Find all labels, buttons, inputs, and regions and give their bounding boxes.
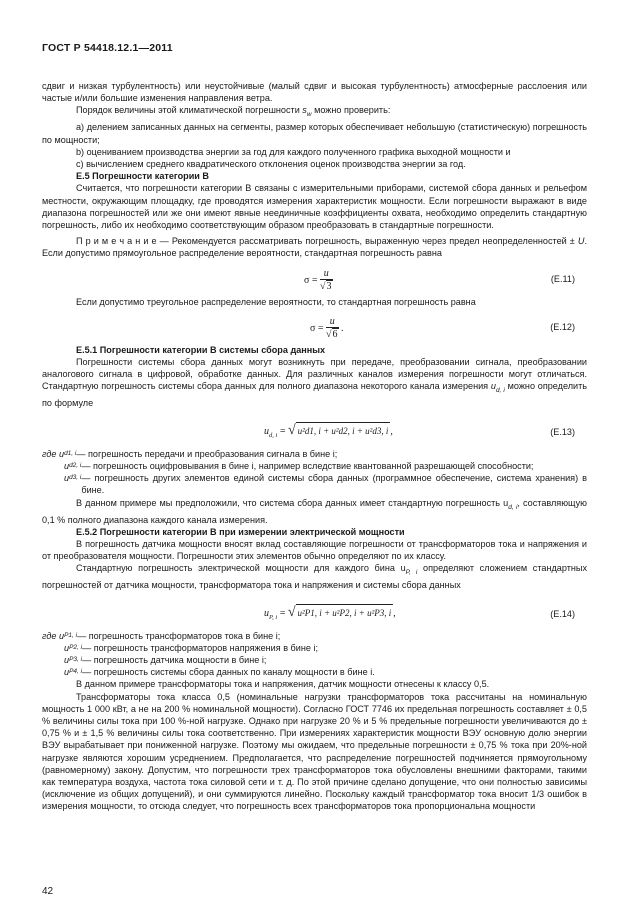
- formula-number-e13: (Е.13): [550, 426, 575, 437]
- definition-row: u P4, i — погрешность системы сбора данных по каналу мощности в бине i.: [64, 667, 375, 678]
- sqrt-symbol-icon: √: [326, 328, 332, 340]
- list-item-c: c) вычислением среднего квадратического отклонения оценок производства энергии за год.: [76, 159, 466, 170]
- paragraph-climate-order: Порядок величины этой климатической погрешности $s_w$ можно проверить:: [76, 105, 391, 119]
- formula-e14: $u_{P, i}$ = √ u²P1, i + u²P2, i + u²P3, i , (Е.14): [264, 604, 575, 621]
- formula-e12: σ = $\frac{u}{√6}$ . (Е.12): [310, 315, 575, 340]
- formula-number-e14: (Е.14): [550, 608, 575, 619]
- definition-row: u P2, i — погрешность трансформаторов напряжения в бине i;: [64, 642, 318, 653]
- formula-number-e11: (Е.11): [550, 273, 575, 284]
- list-item-a: a) делением записанных данных на сегменты, размер которых обеспечивает небольшую (статистическую) погрешность по мощности;: [42, 122, 587, 145]
- formula-e11: σ = $\frac{u}{√3}$ (Е.11): [304, 267, 575, 292]
- list-item-b: b) оцениванием производства энергии за год для каждого полученного графика выходной мощности и: [76, 146, 511, 157]
- definition-row: u P3, i — погрешность датчика мощности в бине i;: [64, 654, 267, 665]
- definition-row: u d3, i — погрешность других элементов единой системы сбора данных (программное обеспечение, система хранения) в бине.: [64, 473, 587, 496]
- paragraph-e5: Считается, что погрешности категории В связаны с измерительными приборами, системой сбора данных и рельефом местности, окружающим площадку, где проводятся измерения характеристик мощности. Если погрешности выражают в виде диапазона погрешностей или же они имеют явные неединичные коэффициенты охвата, необходимо определить стандартную погрешность, либо их необходимо соответствующим образом преобразовать в стандартные погрешности.: [42, 183, 587, 231]
- section-heading-e52: Е.5.2 Погрешности категории В при измерении электрической мощности: [76, 526, 405, 537]
- paragraph-current-transformers: Трансформаторы тока класса 0,5 (номинальные нагрузки трансформаторов тока рассчитаны на номинальную мощность 1 000 кВт, а не на 200 % номинальной мощности). Согласно ГОСТ 7746 их предельная погрешность составляет ± 0,5 % величины силы тока при 100 %-ной нагрузке. Однако при нагрузке 20 % и 5 % предельные погрешности увеличиваются до ± 0,75 % и ± 1,5 % величины силы тока соответственно. При измерениях характеристик мощности ВЭУ основную долю энергии ВЭУ вырабатывает при пониженной нагрузке. Поэтому мы ожидаем, что предельные погрешности ± 0,75 % тока при 20%-ной нагрузке являются хорошим усреднением. Предполагается, что распределение погрешностей подчиняется прямоугольному (равномерному) закону. Допустим, что погрешности трех трансформаторов тока обусловлены внешними факторами, такими как температура воздуха, частота тока силовой сети и т. д. По этой причине сделано допущение, что они полностью зависимы (исключение из общих допущений), и они суммируются линейно. Поскольку каждый трансформатор тока вносит 1/3 ошибок в измерения мощности, то отсюда следует, что погрешность всех трансформаторов тока пропорциональна мощности: [42, 691, 587, 812]
- section-heading-e51: Е.5.1 Погрешности категории В системы сбора данных: [76, 344, 326, 355]
- sqrt-symbol-icon: √: [320, 280, 326, 292]
- page-body: [42, 80, 587, 813]
- note: П р и м е ч а н и е — Рекомендуется рассматривать погрешность, выраженную через предел неопределенностей ± U. Если допустимо прямоугольное распределение вероятности, стандартная погрешность равна: [42, 236, 587, 259]
- definition-row: где u P1, i — погрешность трансформаторов тока в бине i;: [42, 630, 281, 641]
- formula-e13: $u_{d, i}$ = √ u²d1, i + u²d2, i + u²d3, i , (Е.13): [264, 422, 575, 439]
- paragraph-e52: В погрешность датчика мощности вносят вклад составляющие погрешности от трансформаторов тока и напряжения и от преобразователя мощности. Погрешности этих элементов обычно определяют по их классу.: [42, 538, 587, 562]
- paragraph-example-2: В данном примере трансформаторы тока и напряжения, датчик мощности отнесены к классу 0,5.: [76, 679, 490, 690]
- paragraph-continuation: сдвиг и низкая турбулентность) или неустойчивые (малый сдвиг и высокая турбулентность) атмосферные расслоения или частые и/или большие изменения направления ветра.: [42, 81, 587, 104]
- section-heading-e5: Е.5 Погрешности категории В: [76, 171, 209, 182]
- page-header-title: ГОСТ Р 54418.12.1—2011: [42, 42, 173, 54]
- page-number: 42: [42, 886, 54, 897]
- paragraph-example-1: В данном примере мы предположили, что система сбора данных имеет стандартную погрешность $u_{d, i}$, составляющую 0,1 % полного диапазона каждого канала измерения.: [42, 497, 587, 525]
- paragraph-triangular: Если допустимо треугольное распределение вероятности, то стандартная погрешность равна: [76, 296, 476, 307]
- definitions-e14: [42, 630, 587, 679]
- paragraph-e51: Погрешности системы сбора данных могут возникнуть при передаче, преобразовании сигнала, преобразовании аналогового сигнала в цифровой, обработке данных. Для различных каналов измерения погрешности могут отличаться. Стандартную погрешность системы сбора данных для полного диапазона некоторого канала измерения $u_{d, i}$ можно определить по формуле: [42, 357, 588, 409]
- formula-number-e12: (Е.12): [550, 321, 575, 332]
- paragraph-standard-power: Стандартную погрешность электрической мощности для каждого бина $u_{P, i}$ определяют сложением стандартных погрешностей от датчика мощности, трансформатора тока и напряжения и системы сбора данных: [42, 563, 587, 591]
- sqrt-symbol-icon: √: [287, 422, 296, 438]
- definitions-e13: [42, 448, 587, 497]
- definition-row: где u d1, i — погрешность передачи и преобразования сигнала в бине i;: [42, 448, 338, 459]
- sqrt-symbol-icon: √: [287, 604, 296, 620]
- definition-row: u d2, i — погрешность оцифровывания в бине i, например вследствие квантованной разрешающей способности;: [64, 460, 534, 471]
